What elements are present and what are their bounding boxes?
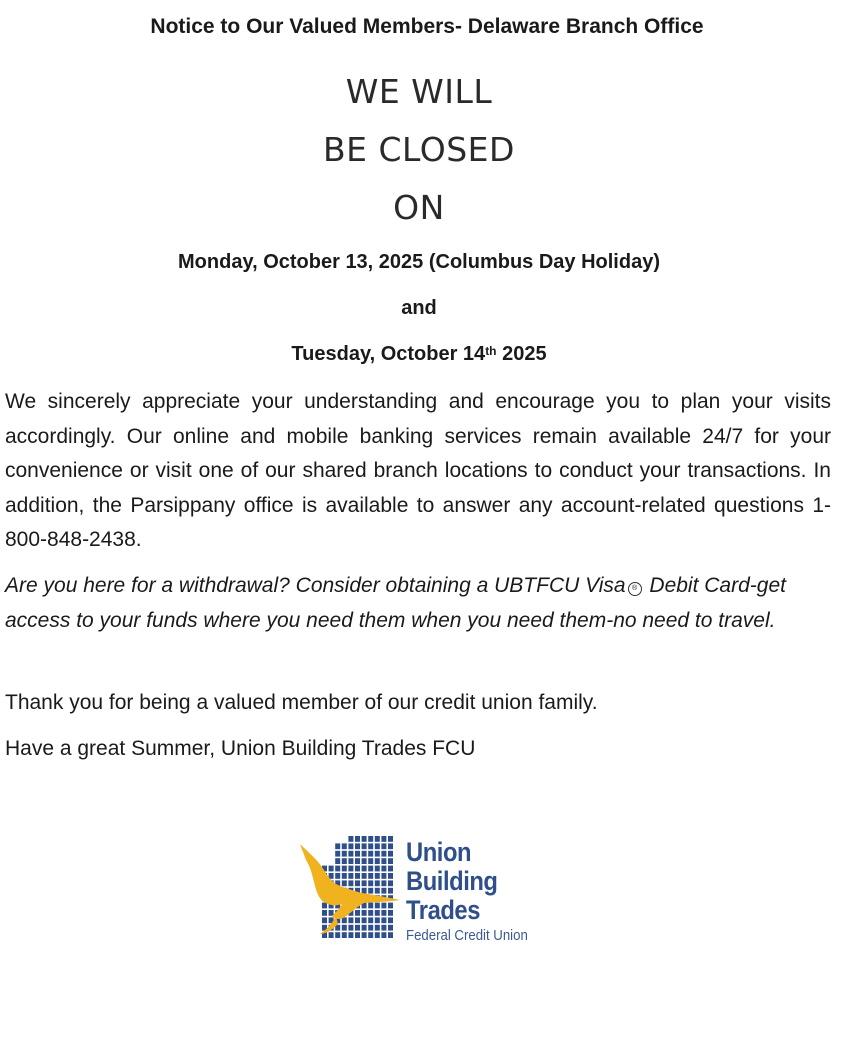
logo-subline: Federal Credit Union	[406, 927, 528, 944]
closure-date-2-year: 2025	[496, 343, 547, 365]
closed-line-2: BE CLOSED	[323, 130, 515, 169]
paragraph-2-text-a: Are you here for a withdrawal? Consider obtaining a UBTFCU Visa	[5, 574, 626, 597]
body-paragraph-1: We sincerely appreciate your understanding and encourage you to plan your visits accordingly. Our online and mobile banking services remain available 24/7 for your convenience or visit one of our shared branch locations to conduct your transactions. In addition, the Parsippany office is available to answer any account-related questions 1-800-848-2438.	[5, 390, 831, 551]
body-paragraph-4: Have a great Summer, Union Building Trades FCU	[5, 737, 476, 760]
closed-line-3: ON	[393, 188, 445, 227]
body-paragraph-2	[5, 569, 831, 638]
closure-date-2	[0, 341, 838, 367]
logo-line-building: Building	[406, 866, 498, 896]
paragraph-2-text-b: Debit Card-get access to your funds where you need them when you need them-no need to travel.	[5, 574, 786, 632]
closure-date-2-prefix: Tuesday, October 14	[291, 343, 486, 365]
closure-date-2-ordinal: th	[485, 344, 497, 358]
registered-mark-icon: ®	[628, 582, 642, 596]
logo-line-union: Union	[406, 837, 472, 867]
logo-wordmark	[406, 838, 544, 945]
date-conjunction: and	[401, 297, 437, 319]
logo-line-trades: Trades	[406, 895, 480, 925]
closure-date-1: Monday, October 13, 2025 (Columbus Day Holiday)	[178, 251, 660, 273]
notice-heading: Notice to Our Valued Members- Delaware Branch Office	[150, 15, 704, 38]
closed-line-1: WE WILL	[345, 72, 493, 111]
body-paragraph-3: Thank you for being a valued member of our credit union family.	[5, 691, 598, 714]
